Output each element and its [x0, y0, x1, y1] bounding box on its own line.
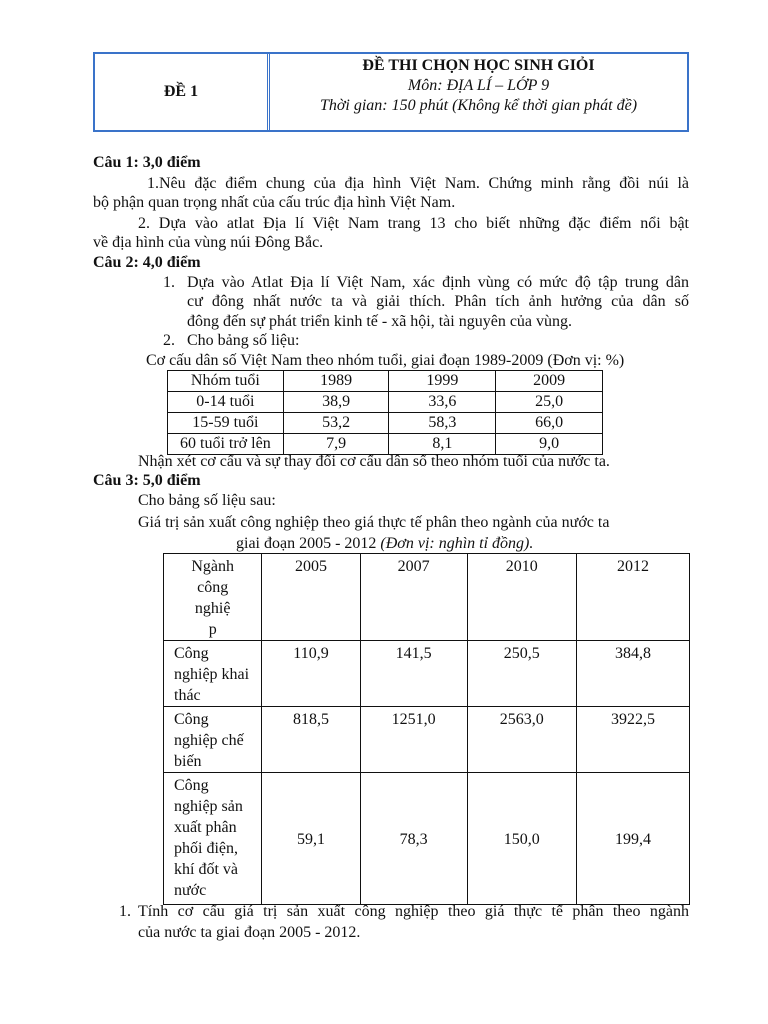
- exam-header-box: [93, 52, 689, 132]
- table-header-cell: 2007: [360, 554, 467, 641]
- table-cell: 38,9: [283, 392, 389, 413]
- table-cell: 199,4: [576, 773, 689, 905]
- q3-heading: Câu 3: 5,0 điểm: [93, 472, 201, 489]
- q1-p1-line2: bộ phận quan trọng nhất của cấu trúc địa hình Việt Nam.: [93, 194, 456, 211]
- table-cell: 1251,0: [360, 707, 467, 773]
- header-label-line: công: [197, 579, 229, 596]
- table-header-cell: 2009: [496, 371, 603, 392]
- row-label-line: khí đốt và: [174, 861, 238, 878]
- table-cell: 8,1: [389, 434, 496, 455]
- table-header-row: [168, 371, 603, 392]
- q3-task-line2: của nước ta giai đoạn 2005 - 2012.: [138, 924, 361, 941]
- table-cell: 78,3: [360, 773, 467, 905]
- table-header-cell: 2005: [262, 554, 360, 641]
- table-cell: 59,1: [262, 773, 360, 905]
- table-cell: 33,6: [389, 392, 496, 413]
- table-cell: 7,9: [283, 434, 389, 455]
- table-cell: 25,0: [496, 392, 603, 413]
- table-row-label: [164, 707, 262, 773]
- q3-caption-unit: (Đơn vị: nghìn tỉ đồng).: [380, 535, 534, 552]
- q2-table-caption: Cơ cấu dân số Việt Nam theo nhóm tuổi, giai đoạn 1989-2009 (Đơn vị: %): [146, 352, 625, 369]
- q3-caption-period: giai đoạn 2005 - 2012: [236, 535, 381, 552]
- table-cell: 384,8: [576, 641, 689, 707]
- header-label-line: p: [208, 621, 217, 638]
- q2-item1-line3: đông đến sự phát triển kinh tế - xã hội, tài nguyên của vùng.: [187, 313, 573, 330]
- row-label-line: phối điện,: [174, 840, 238, 857]
- table-cell: 9,0: [496, 434, 603, 455]
- exam-subject: Môn: ĐỊA LÍ – LỚP 9: [407, 77, 550, 94]
- q3-caption-line1: Giá trị sản xuất công nghiệp theo giá thực tế phân theo ngành của nước ta: [138, 514, 610, 531]
- table-cell: 3922,5: [576, 707, 689, 773]
- table-cell: 0-14 tuổi: [168, 392, 284, 413]
- q2-item2-text: Cho bảng số liệu:: [187, 332, 300, 349]
- table-header-cell: 2010: [467, 554, 576, 641]
- table-header-cell: [164, 554, 262, 641]
- row-label-line: xuất phân: [174, 819, 237, 836]
- header-label-line: nghiệ: [194, 600, 231, 617]
- table-cell: 818,5: [262, 707, 360, 773]
- exam-title-block: [270, 54, 687, 130]
- row-label-line: Công: [174, 645, 209, 662]
- table-row: [164, 641, 690, 707]
- table-row: [164, 707, 690, 773]
- table-cell: 58,3: [389, 413, 496, 434]
- table-header-cell: 2012: [576, 554, 689, 641]
- q2-task: Nhận xét cơ cấu và sự thay đổi cơ cấu dân số theo nhóm tuổi của nước ta.: [138, 453, 610, 470]
- row-label-line: nước: [174, 882, 207, 899]
- row-label-line: Công: [174, 711, 209, 728]
- q1-p2-line2: về địa hình của vùng núi Đông Bắc.: [93, 234, 324, 251]
- table-cell: 110,9: [262, 641, 360, 707]
- table-cell: 66,0: [496, 413, 603, 434]
- table-cell: 2563,0: [467, 707, 576, 773]
- q1-p2-line1: 2. Dựa vào atlat Địa lí Việt Nam trang 13 cho biết những đặc điểm nổi bật: [138, 215, 689, 232]
- q2-heading: Câu 2: 4,0 điểm: [93, 254, 201, 271]
- table-row-label: [164, 773, 262, 905]
- row-label-line: nghiệp khai: [174, 666, 250, 683]
- table-row: [164, 773, 690, 905]
- q1-heading: Câu 1: 3,0 điểm: [93, 154, 201, 171]
- table-row: [168, 413, 603, 434]
- table-header-cell: 1999: [389, 371, 496, 392]
- table-cell: 15-59 tuổi: [168, 413, 284, 434]
- q2-item2-number: 2.: [163, 332, 175, 349]
- table-cell: 53,2: [283, 413, 389, 434]
- table-row-label: [164, 641, 262, 707]
- header-label-line: Ngành: [191, 558, 235, 575]
- q3-task-line1: Tính cơ cấu giá trị sản xuất công nghiệp theo giá thực tế phân theo ngành: [138, 903, 689, 920]
- table-header-row: [164, 554, 690, 641]
- table-header-cell: 1989: [283, 371, 389, 392]
- exam-title: ĐỀ THI CHỌN HỌC SINH GIỎI: [362, 57, 595, 74]
- row-label-line: thác: [174, 687, 201, 704]
- industrial-output-table: [163, 553, 690, 905]
- exam-time: Thời gian: 150 phút (Không kể thời gian phát đề): [319, 97, 638, 114]
- table-header-cell: Nhóm tuổi: [168, 371, 284, 392]
- table-cell: 141,5: [360, 641, 467, 707]
- q3-intro: Cho bảng số liệu sau:: [138, 492, 276, 509]
- q1-p1-line1: 1.Nêu đặc điểm chung của địa hình Việt Nam. Chứng minh rằng đồi núi là: [147, 175, 689, 192]
- row-label-line: Công: [174, 777, 209, 794]
- table-cell: 60 tuổi trở lên: [168, 434, 284, 455]
- population-structure-table: [167, 370, 603, 455]
- exam-code: ĐỀ 1: [95, 54, 270, 130]
- table-cell: 250,5: [467, 641, 576, 707]
- q3-caption-line2: [236, 534, 533, 554]
- row-label-line: biến: [174, 753, 202, 770]
- row-label-line: nghiệp sản: [174, 798, 243, 815]
- q2-item1-line1: Dựa vào Atlat Địa lí Việt Nam, xác định vùng có mức độ tập trung dân: [187, 274, 689, 291]
- row-label-line: nghiệp chế: [174, 732, 244, 749]
- table-cell: 150,0: [467, 773, 576, 905]
- q2-item1-number: 1.: [163, 274, 175, 291]
- table-row: [168, 392, 603, 413]
- q3-task-number: 1.: [119, 903, 131, 920]
- q2-item1-line2: cư đông nhất nước ta và giải thích. Phân tích ảnh hưởng của dân số: [187, 293, 689, 310]
